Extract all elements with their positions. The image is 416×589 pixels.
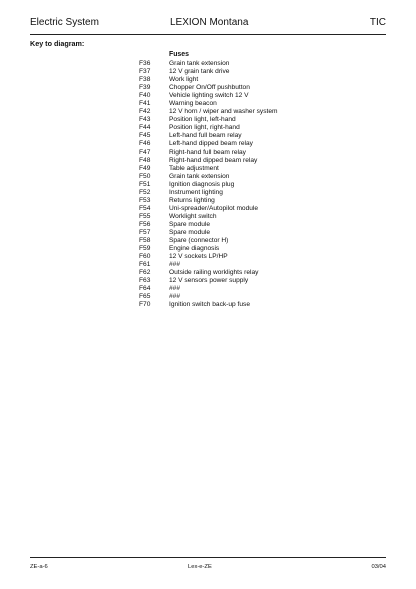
fuse-id: F62: [139, 269, 151, 277]
fuse-list: [134, 60, 277, 309]
fuse-description: Spare module: [169, 220, 211, 228]
fuse-row: [134, 165, 277, 173]
fuse-id: F59: [139, 245, 151, 253]
fuse-id: F70: [139, 301, 151, 309]
fuse-description: ###: [169, 293, 181, 301]
header-model-name: LEXION Montana: [170, 17, 249, 28]
footer-document-id: Lex-e-ZE: [188, 564, 212, 570]
fuse-description: Worklight switch: [169, 212, 217, 220]
fuse-description: Ignition switch back-up fuse: [169, 301, 250, 309]
fuse-id: F57: [139, 228, 151, 236]
fuse-id: F64: [139, 285, 151, 293]
fuse-description: 12 V sockets LP/HP: [169, 253, 228, 261]
fuse-description: Grain tank extension: [169, 60, 230, 67]
fuse-id: F52: [139, 188, 151, 196]
fuse-description: Uni-spreader/Autopilot module: [169, 204, 259, 212]
fuse-id: F45: [139, 132, 151, 140]
fuse-row: [134, 173, 277, 181]
fuse-description: Outside railing worklights relay: [169, 269, 259, 277]
fuse-id: F38: [139, 76, 151, 84]
fuse-description: Spare module: [169, 228, 211, 236]
fuse-row: [134, 277, 277, 285]
fuse-description: Ignition diagnosis plug: [169, 180, 235, 188]
fuse-row: [134, 84, 277, 92]
fuses-heading: Fuses: [169, 51, 189, 58]
fuse-id: F65: [139, 293, 151, 301]
fuse-description: Right-hand full beam relay: [169, 148, 246, 156]
fuse-id: F47: [139, 148, 151, 156]
fuse-row: [134, 213, 277, 221]
fuse-id: F50: [139, 172, 151, 180]
fuse-id: F40: [139, 92, 151, 100]
fuse-id: F43: [139, 116, 151, 124]
fuse-row: [134, 301, 277, 309]
fuse-description: 12 V horn / wiper and washer system: [169, 108, 278, 116]
fuse-id: F49: [139, 164, 151, 172]
fuse-id: F37: [139, 68, 151, 76]
fuse-row: [134, 197, 277, 205]
fuse-description: Table adjustment: [169, 164, 219, 172]
fuse-id: F56: [139, 220, 151, 228]
header-code: TIC: [369, 17, 386, 28]
fuse-id: F44: [139, 124, 151, 132]
fuse-row: [134, 149, 277, 157]
footer-date: 03/04: [371, 564, 386, 570]
page-footer: [30, 557, 386, 578]
fuse-row: [134, 68, 277, 76]
fuse-description: Work light: [169, 76, 199, 84]
fuse-id: F51: [139, 180, 151, 188]
fuse-id: F54: [139, 204, 151, 212]
key-to-diagram-heading: Key to diagram:: [30, 39, 85, 48]
fuse-description: Position light, right-hand: [169, 124, 240, 132]
fuse-row: [134, 293, 277, 301]
header-section-title: Electric System: [30, 17, 99, 28]
fuse-description: Right-hand dipped beam relay: [169, 156, 258, 164]
fuse-id: F63: [139, 277, 151, 285]
fuse-row: [134, 60, 277, 68]
fuse-id: F55: [139, 212, 151, 220]
fuse-id: F48: [139, 156, 151, 164]
fuse-row: [134, 157, 277, 165]
fuse-description: Warning beacon: [169, 100, 217, 108]
fuse-description: 12 V grain tank drive: [169, 68, 230, 76]
fuse-id: F42: [139, 108, 151, 116]
footer-page-id: ZE-a-6: [30, 564, 48, 570]
fuse-row: [134, 92, 277, 100]
fuse-row: [134, 269, 277, 277]
fuse-row: [134, 221, 277, 229]
fuse-id: F41: [139, 100, 151, 108]
fuse-description: Position light, left-hand: [169, 116, 236, 124]
fuse-row: [134, 261, 277, 269]
page-header: [30, 12, 386, 35]
fuse-row: [134, 181, 277, 189]
fuse-description: Instrument lighting: [169, 188, 223, 196]
fuse-description: 12 V sensors power supply: [169, 277, 249, 285]
fuse-row: [134, 205, 277, 213]
fuse-row: [134, 124, 277, 132]
fuse-row: [134, 253, 277, 261]
fuse-row: [134, 76, 277, 84]
fuse-row: [134, 140, 277, 148]
fuse-id: F39: [139, 84, 151, 92]
fuse-description: Spare (connector H): [169, 237, 229, 245]
fuse-row: [134, 229, 277, 237]
fuse-description: Left-hand dipped beam relay: [169, 140, 253, 148]
fuse-id: F58: [139, 237, 151, 245]
fuse-description: ###: [169, 285, 181, 293]
fuse-row: [134, 100, 277, 108]
fuse-description: Chopper On/Off pushbutton: [169, 84, 250, 92]
fuse-row: [134, 237, 277, 245]
fuse-id: F36: [139, 60, 151, 67]
fuse-row: [134, 245, 277, 253]
fuse-id: F61: [139, 261, 151, 269]
fuse-description: Returns lighting: [169, 196, 215, 204]
fuse-row: [134, 189, 277, 197]
fuse-id: F53: [139, 196, 151, 204]
fuse-description: Grain tank extension: [169, 172, 230, 180]
fuse-description: Left-hand full beam relay: [169, 132, 242, 140]
fuse-description: Vehicle lighting switch 12 V: [169, 92, 249, 100]
fuse-row: [134, 285, 277, 293]
fuse-row: [134, 132, 277, 140]
fuse-id: F46: [139, 140, 151, 148]
fuse-row: [134, 108, 277, 116]
fuse-description: ###: [169, 261, 181, 269]
fuse-id: F60: [139, 253, 151, 261]
fuse-description: Engine diagnosis: [169, 245, 220, 253]
fuse-row: [134, 116, 277, 124]
